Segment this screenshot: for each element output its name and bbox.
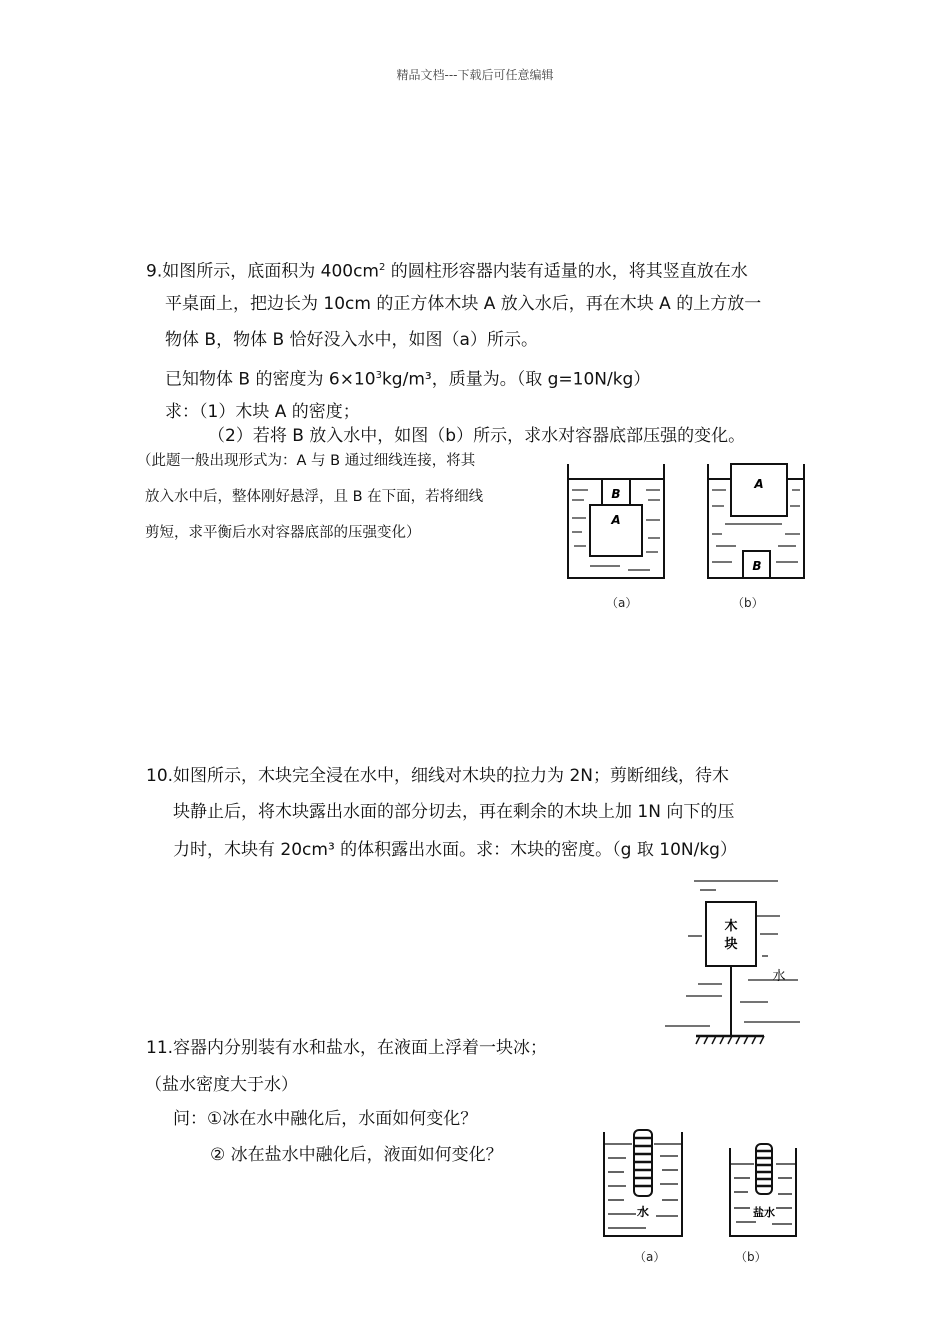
block-label-2: 块: [724, 937, 738, 952]
q11-line-2: （盐水密度大于水）: [145, 1075, 298, 1095]
label-a-b: A: [754, 477, 764, 491]
q10-line-2: 块静止后，将木块露出水面的部分切去，再在剩余的木块上加 1N 向下的压: [173, 802, 735, 822]
wood-block: [706, 902, 756, 966]
q9-line-2: 平桌面上，把边长为 10cm 的正方体木块 A 放入水后，再在木块 A 的上方放一: [165, 294, 762, 314]
block-label-1: 木: [724, 919, 738, 934]
q10-figure: [660, 876, 810, 1052]
label-a-a: A: [611, 513, 621, 527]
q9-line-5: 求：（1）木块 A 的密度；: [165, 402, 360, 422]
label-b-a: B: [611, 487, 621, 501]
q9-caption-a: （a）: [606, 596, 638, 610]
q9-figures: [560, 458, 820, 583]
saltwater-label-b: 盐水: [753, 1206, 775, 1219]
q11-line-3: 问：①冰在水中融化后，水面如何变化？: [173, 1109, 478, 1129]
q9-caption-b: （b）: [732, 596, 764, 610]
q9-note-3: 剪短，求平衡后水对容器底部的压强变化）: [145, 525, 421, 541]
q11-caption-b: （b）: [735, 1250, 767, 1264]
water-label-a: 水: [636, 1205, 650, 1219]
ice-water: [634, 1130, 652, 1196]
q11-caption-a: （a）: [634, 1250, 666, 1264]
q9-line-3: 物体 B，物体 B 恰好没入水中，如图（a）所示。: [165, 330, 538, 350]
water-label: 水: [772, 969, 786, 984]
q9-line-4: 已知物体 B 的密度为 $6\times 10^3kg/m^3$，质量为。（取 g=10N/kg）: [165, 369, 651, 390]
q9-line-1: 9.如图所示，底面积为 $400cm^2$ 的圆柱形容器内装有适量的水，将其竖直放在水: [146, 261, 748, 282]
q11-line-1: 11.容器内分别装有水和盐水，在液面上浮着一块冰；: [146, 1038, 548, 1058]
page-header: 精品文档---下载后可任意编辑: [396, 68, 554, 82]
q9-line-6: （2）若将 B 放入水中，如图（b）所示，求水对容器底部压强的变化。: [208, 426, 746, 446]
q10-line-3: 力时，木块有 20cm³ 的体积露出水面。求：木块的密度。（g 取 10N/kg）: [173, 840, 737, 860]
ice-saltwater: [756, 1144, 772, 1194]
q11-figures: [596, 1124, 810, 1240]
q9-note-1: （此题一般出现形式为：A 与 B 通过细线连接，将其: [137, 453, 476, 469]
q9-note-2: 放入水中后，整体刚好悬浮，且 B 在下面，若将细线: [145, 489, 484, 505]
q10-line-1: 10.如图所示，木块完全浸在水中，细线对木块的拉力为 2N；剪断细线，待木: [146, 766, 729, 786]
q11-line-4: ② 冰在盐水中融化后，液面如何变化？: [210, 1145, 503, 1165]
label-b-b: B: [752, 559, 762, 573]
